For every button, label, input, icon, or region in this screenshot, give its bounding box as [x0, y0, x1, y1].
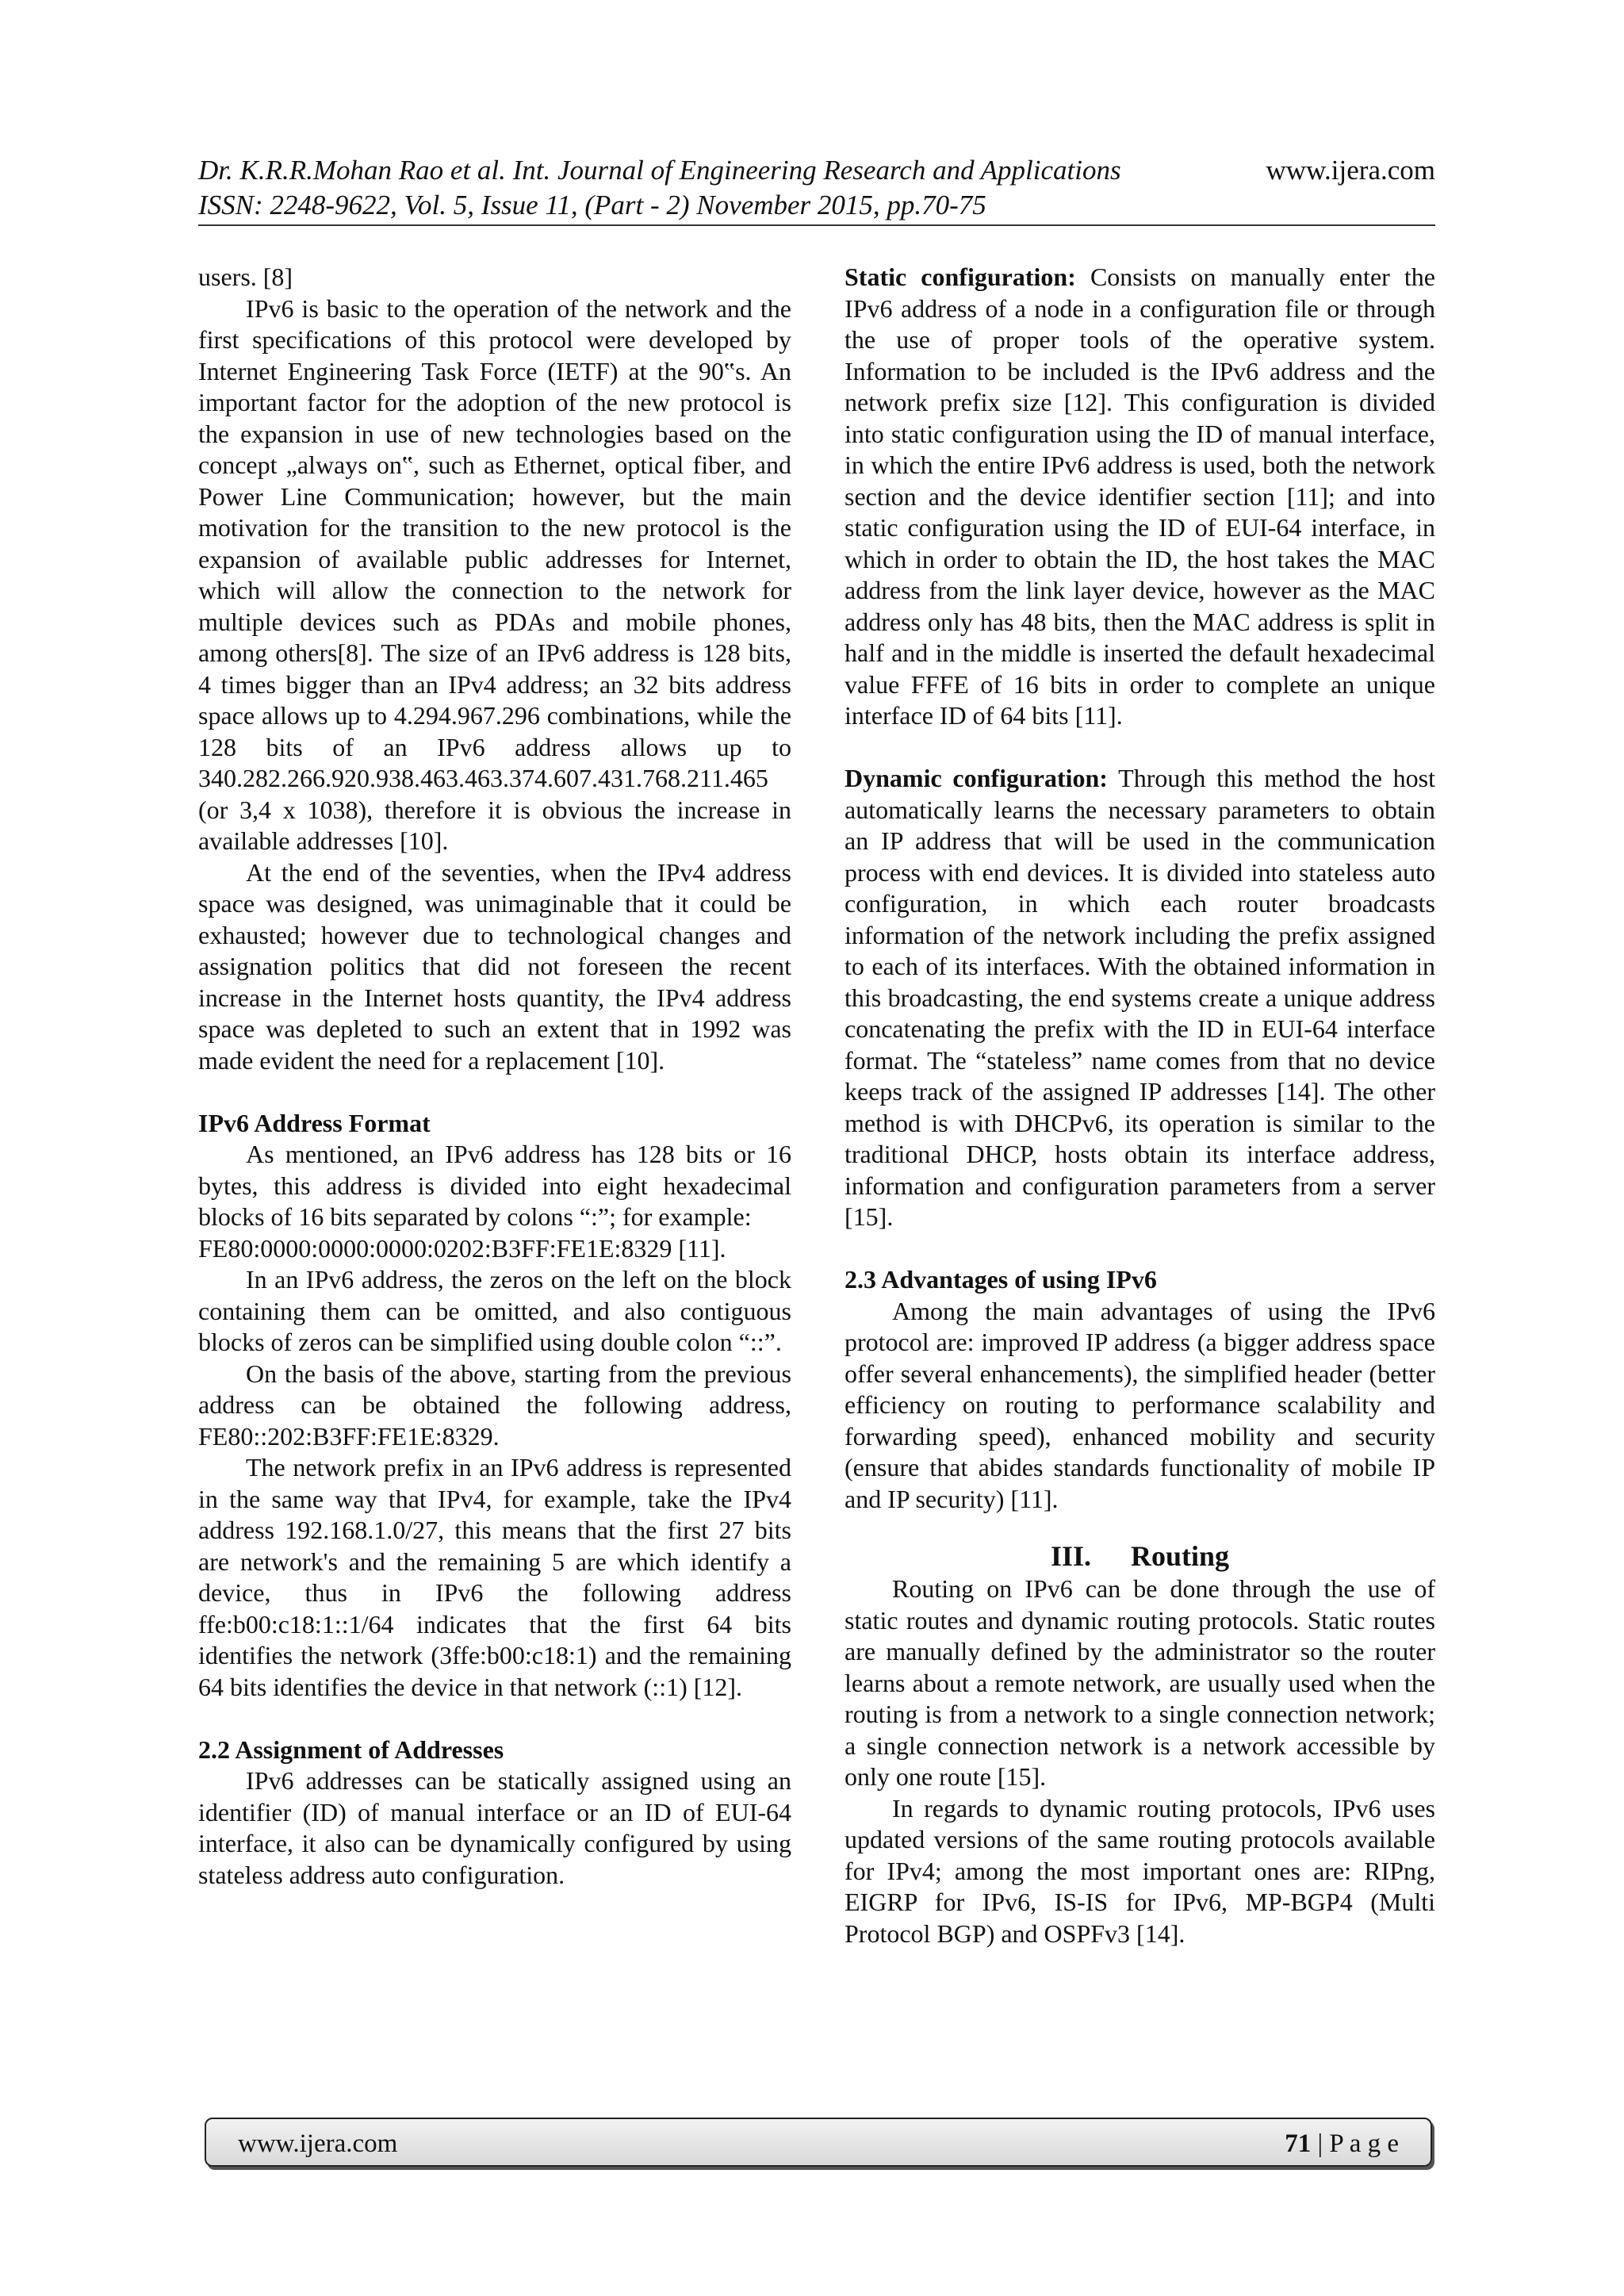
section-title: Routing — [1131, 1540, 1230, 1572]
paragraph: As mentioned, an IPv6 address has 128 bits or 16 bytes, this address is divided into eight hexadecimal blocks of 16 bits separated by colons “:”; for example: — [198, 1140, 791, 1231]
paragraph: Among the main advantages of using the IPv6 protocol are: improved IP address (a bigger address space offer several enhancements), the simplified header (better efficiency on routing to performance scalability and forwarding speed), enhanced mobility and security (ensure that abides standards functionality of mobile IP and IP security) [11]. — [845, 1296, 1435, 1513]
paragraph: IPv6 addresses can be statically assigned using an identifier (ID) of manual interface or an ID of EUI-64 interface, it also can be dynamically configured by using stateless address auto configuration. — [198, 1766, 791, 1889]
paragraph — [845, 763, 1435, 1233]
paragraph: On the basis of the above, starting from the previous address can be obtained the following address, FE80::202:B3FF:FE1E:8329. — [198, 1359, 791, 1451]
paragraph — [845, 262, 1435, 732]
run-in-heading: Dynamic configuration: — [845, 764, 1108, 792]
paragraph: users. [8] — [198, 263, 293, 291]
header-row-1 — [198, 153, 1435, 188]
paragraph: In regards to dynamic routing protocols, IPv6 uses updated versions of the same routing protocols available for IPv4; among the most important ones are: RIPng, EIGRP for IPv6, IS-IS for IPv6, MP-BGP4 (Multi Protocol BGP) and OSPFv3 [14]. — [845, 1793, 1435, 1948]
run-in-heading: Static configuration: — [845, 263, 1076, 291]
paragraph: In an IPv6 address, the zeros on the left on the block containing them can be omitted, and also contiguous blocks of zeros can be simplified using double colon “::”. — [198, 1265, 791, 1356]
paragraph: The network prefix in an IPv6 address is represented in the same way that IPv4, for example, take the IPv4 address 192.168.1.0/27, this means that the first 27 bits are network's and the remaining 5 are which identify a device, thus in IPv6 the following address ffe:b00:c18:1::1/64 indicates that the first 64 bits identifies the network (3ffe:b00:c18:1) and the remaining 64 bits identifies the device in that network (::1) [12]. — [198, 1453, 791, 1701]
subsection-heading: 2.3 Advantages of using IPv6 — [845, 1265, 1157, 1294]
paragraph-text: Through this method the host automatically learns the necessary parameters to obtain an IP address that will be used in the communication process with end devices. It is divided into stateless auto configuration, in which each router broadcasts information of the network including the prefix assigned to each of its interfaces. With the obtained information in this broadcasting, the end systems create a unique address concatenating the prefix with the ID in EUI-64 interface format. The “stateless” name comes from that no device keeps track of the assigned IP addresses [14]. The other method is with DHCPv6, its operation is similar to the traditional DHCP, hosts obtain its interface address, information and configuration parameters from a server [15]. — [845, 764, 1436, 1231]
paragraph-text: Consists on manually enter the IPv6 address of a node in a configuration file or through the use of proper tools of the operative system. Information to be included is the IPv6 address and the network prefix size [12]. This configuration is divided into static configuration using the ID of manual interface, in which the entire IPv6 address is used, both the network section and the device identifier section [11]; and into static configuration using the ID of EUI-64 interface, in which in order to obtain the ID, the host takes the MAC address from the link layer device, however as the MAC address only has 48 bits, then the MAC address is split in half and in the middle is inserted the default hexadecimal value FFFE of 16 bits in order to complete an unique interface ID of 64 bits [11]. — [845, 263, 1436, 730]
paragraph: At the end of the seventies, when the IPv4 address space was designed, was unimaginable that it could be exhausted; however due to technological changes and assignation politics that did not foreseen the recent increase in the Internet hosts quantity, the IPv4 address space was depleted to such an extent that in 1992 was made evident the need for a replacement [10]. — [198, 857, 791, 1075]
running-header — [198, 153, 1435, 226]
right-column — [845, 262, 1435, 1949]
footer-website-link[interactable]: www.ijera.com — [238, 2129, 398, 2158]
page-footer — [205, 2118, 1432, 2167]
paragraph: FE80:0000:0000:0000:0202:B3FF:FE1E:8329 [11]. — [198, 1233, 726, 1263]
header-website-link[interactable]: www.ijera.com — [1266, 155, 1435, 186]
section-number: III. — [1050, 1540, 1091, 1572]
page-number — [1285, 2119, 1399, 2165]
left-column — [198, 262, 791, 1891]
page-label: | P a g e — [1311, 2129, 1399, 2158]
paragraph: IPv6 is basic to the operation of the network and the first specifications of this protocol were developed by Internet Engineering Task Force (IETF) at the 90‟s. An important factor for the adoption of the new protocol is the expansion in use of new technologies based on the concept „always on‟, such as Ethernet, optical fiber, and Power Line Communication; however, but the main motivation for the transition to the new protocol is the expansion of available public addresses for Internet, which will allow the connection to the network for multiple devices such as PDAs and mobile phones, among others[8]. The size of an IPv6 address is 128 bits, 4 times bigger than an IPv4 address; an 32 bits address space allows up to 4.294.967.296 combinations, while the 128 bits of an IPv6 address allows up to 340.282.266.920.938.463.463.374.607.431.768.211.465 (or 3,4 x 1038), therefore it is obvious the increase in available addresses [10]. — [198, 293, 791, 855]
header-issn: ISSN: 2248-9622, Vol. 5, Issue 11, (Part - 2) November 2015, pp.70-75 — [198, 190, 986, 220]
section-heading — [845, 1539, 1435, 1573]
page-number-value: 71 — [1285, 2129, 1312, 2158]
paragraph: Routing on IPv6 can be done through the use of static routes and dynamic routing protocols. Static routes are manually defined by the administrator so the router learns about a remote network, are usually used when the routing is from a network to a single connection network; a single connection network is a network accessible by only one route [15]. — [845, 1574, 1435, 1791]
subsection-heading: 2.2 Assignment of Addresses — [198, 1734, 504, 1764]
subsection-heading: IPv6 Address Format — [198, 1108, 431, 1137]
header-authors-journal: Dr. K.R.R.Mohan Rao et al. Int. Journal of Engineering Research and Applications — [198, 155, 1121, 186]
